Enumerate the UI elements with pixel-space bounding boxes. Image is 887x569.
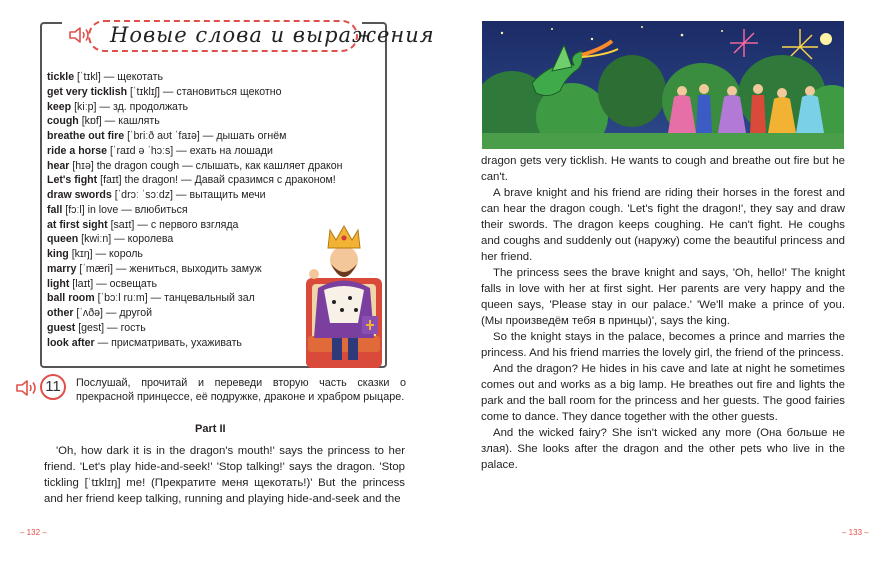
vocab-translation: [ˈtɪklɪʃ] — становиться щекотно [127, 85, 282, 98]
vocab-item [47, 203, 387, 218]
story-paragraph: dragon gets very ticklish. He wants to cough and breathe out fire but he can't. [481, 155, 845, 183]
audio-speaker-icon[interactable] [68, 26, 92, 44]
exercise-number: 11 [40, 374, 66, 400]
vocab-translation: [kwiːn] — королева [78, 233, 174, 246]
story-paragraph: A brave knight and his friend are riding their horses in the forest and can hear the dragon cough. 'Let's fight the dragon!', they say and draw their swords. The dragon keeps coughing. He can't fight. He coughs and coughs and suddenly out (наружу) come the beautiful princess and her friend. [481, 187, 845, 263]
exercise-audio-icon[interactable] [14, 379, 40, 397]
story-paragraph: 'Oh, how dark it is in the dragon's mouth!' says the princess to her friend. 'Let's play hide-and-seek!' 'Stop talking!' says the dragon. 'Stop tickling [ˈtɪklɪŋ] me! (Прекратите меня щекотать!)' But the princess and her friend keep talking, running and playing hide-and-seek and the [44, 445, 405, 505]
vocab-translation: [saɪt] — с первого взгляда [107, 218, 239, 231]
vocab-word: Let's fight [47, 174, 98, 187]
vocabulary-title: Новые слова и выражения [110, 23, 435, 47]
vocab-word: fall [47, 203, 63, 216]
vocab-word: keep [47, 100, 72, 113]
vocab-word: hear [47, 159, 70, 172]
page-number-left: – 132 – [20, 528, 47, 537]
vocab-word: get very ticklish [47, 85, 128, 98]
vocab-translation: [kɒf] — кашлять [78, 115, 160, 128]
vocab-translation: [ˈtɪkl] — щекотать [74, 71, 163, 83]
vocab-word: guest [47, 321, 76, 334]
vocab-word: tickle [47, 71, 75, 83]
story-paragraph: And the dragon? He hides in his cave and late at night he sometimes comes out and works as a big lamp. He breathes out fire and lights the park and the ball room for the princess and her guests. The good fairies come to dance. They dance together with the other guests. [481, 363, 845, 423]
story-paragraph: The princess sees the brave knight and says, 'Oh, hello!' The knight falls in love with her at first sight. Her parents are very happy and the queen says, 'Please stay in our palace.' 'We'll make a prince of you. (Мы произведём тебя в принцы)', says the king. [481, 267, 845, 327]
vocab-translation: [ˈʌðə] — другой [73, 307, 153, 319]
vocab-item [47, 114, 387, 129]
vocab-item [47, 188, 387, 203]
vocab-translation: [fɔːl] in love — влюбиться [62, 203, 188, 216]
story-paragraph: And the wicked fairy? She isn't wicked any more (Она больше не злая). She looks after the dragon and the other pets who live in the palace. [481, 427, 845, 471]
vocab-word: cough [47, 115, 79, 128]
vocab-translation: [ˈmæri] — жениться, выходить замуж [76, 262, 262, 275]
vocab-translation: [ˈdrɔː ˈsɔːdz] — вытащить мечи [111, 189, 266, 201]
vocab-translation: [kɪŋ] — король [68, 248, 143, 260]
king-illustration-icon [298, 218, 390, 368]
vocab-translation: [ˈbriːð aʊt ˈfaɪə] — дышать огнём [124, 130, 287, 142]
vocab-translation: [hɪə] the dragon cough — слышать, как кашляет дракон [69, 159, 343, 172]
story-right-column [481, 153, 845, 473]
vocab-item [47, 144, 387, 159]
dragon-ball-illustration-icon [482, 21, 844, 149]
vocab-translation: — присматривать, ухаживать [94, 336, 242, 349]
vocab-word: ball room [47, 292, 95, 305]
vocab-word: king [47, 248, 69, 260]
vocabulary-header [62, 18, 435, 56]
vocab-translation: [kiːp] — зд. продолжать [71, 100, 189, 113]
vocab-translation: [gest] — гость [75, 321, 146, 334]
vocab-word: marry [47, 262, 77, 275]
vocab-item [47, 129, 387, 144]
exercise-instruction: Послушай, прочитай и переведи вторую часть сказки о прекрасной принцессе, её подружке, драконе и храбром рыцаре. [76, 377, 406, 403]
vocab-item [47, 70, 387, 85]
vocab-translation: [ˈbɔːl ruːm] — танцевальный зал [94, 292, 255, 305]
vocab-word: look after [47, 336, 95, 349]
vocab-translation: [ˈraɪd ə ˈhɔːs] — ехать на лошади [107, 144, 273, 157]
vocab-translation: [laɪt] — освещать [69, 277, 157, 290]
vocab-item [47, 159, 387, 174]
vocab-word: other [47, 307, 74, 319]
vocab-word: ride a horse [47, 144, 108, 157]
vocab-word: draw swords [47, 189, 112, 201]
story-left-column [44, 443, 405, 507]
vocab-translation: [faɪt] the dragon! — Давай сразимся с драконом! [97, 174, 336, 187]
vocab-word: at first sight [47, 218, 108, 231]
story-paragraph: So the knight stays in the palace, becomes a prince and marries the princess. And his friend marries the lovely girl, the friend of the princess. [481, 331, 845, 359]
vocab-word: light [47, 277, 70, 290]
page-number-right: – 133 – [842, 528, 869, 537]
vocab-word: breathe out fire [47, 130, 125, 142]
vocab-item [47, 85, 387, 100]
vocab-item [47, 173, 387, 188]
vocab-word: queen [47, 233, 79, 246]
part-title: Part II [195, 423, 226, 435]
vocab-item [47, 100, 387, 115]
